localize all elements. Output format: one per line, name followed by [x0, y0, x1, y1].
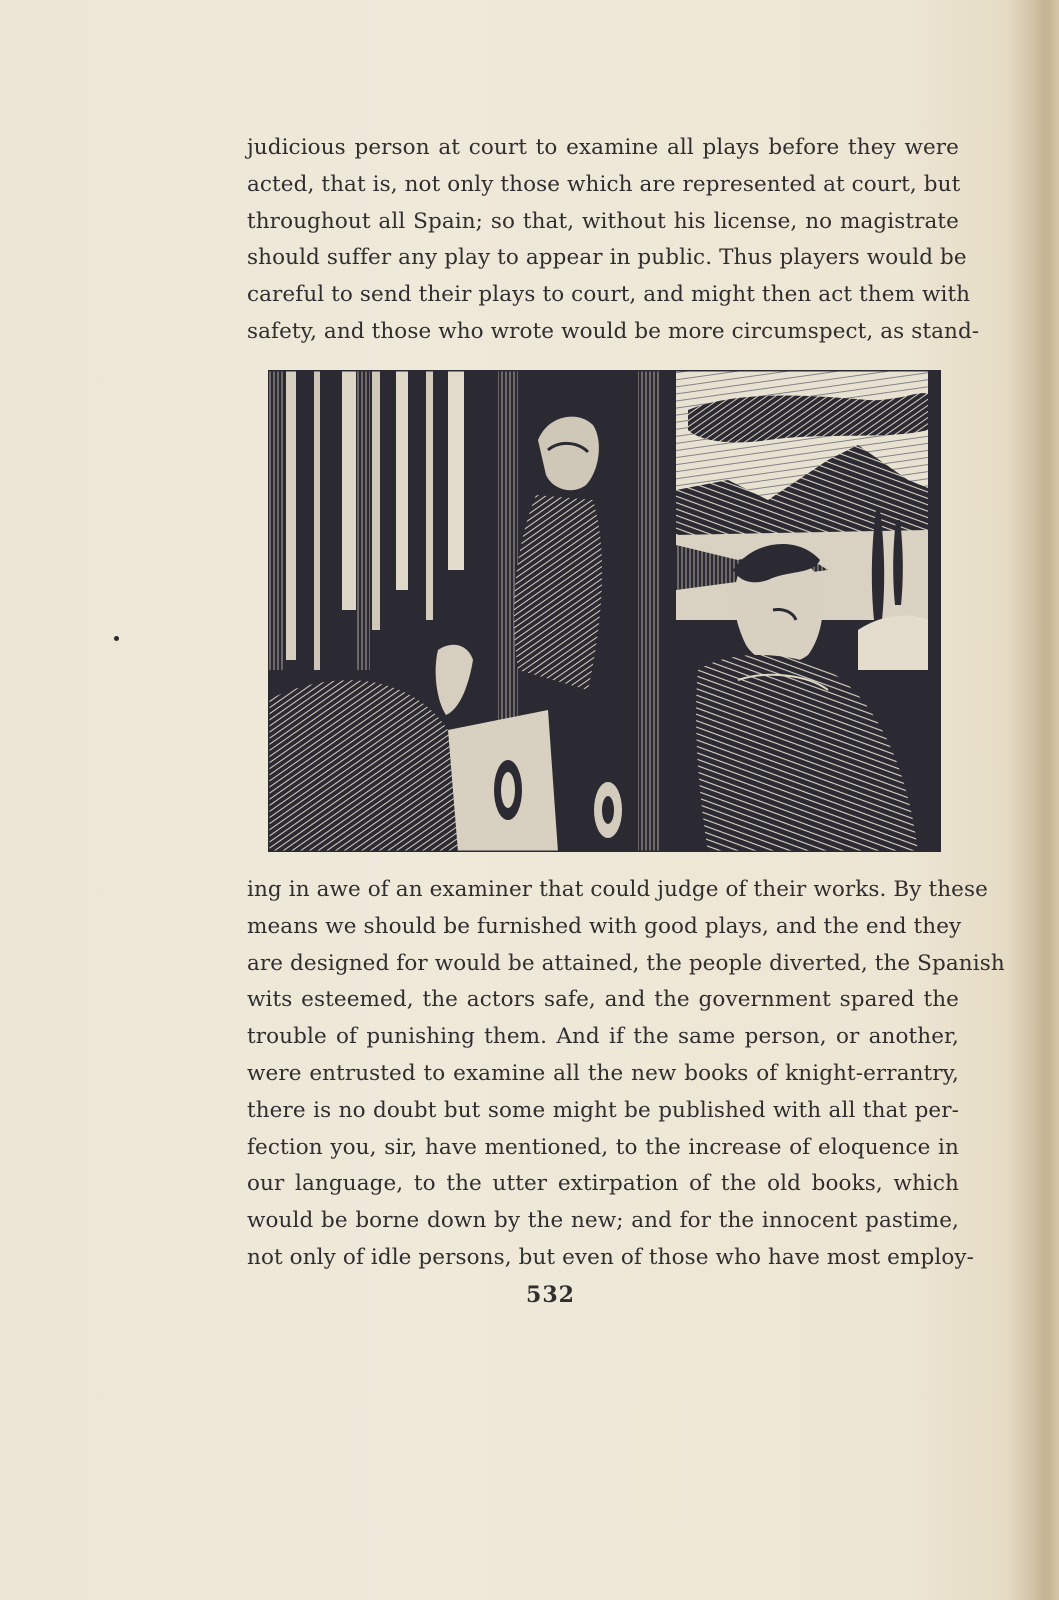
text-line: there is no doubt but some might be published with all that per- — [247, 1097, 959, 1123]
text-line: throughout all Spain; so that, without his license, no magistrate — [247, 208, 959, 234]
text-line: ing in awe of an examiner that could judge of their works. By these — [247, 877, 988, 902]
woodcut-illustration — [268, 370, 941, 852]
text-line: would be borne down by the new; and for the innocent pastime, — [247, 1208, 959, 1234]
text-line: careful to send their plays to court, and might then act them with — [247, 282, 971, 308]
text-line: should suffer any play to appear in public. Thus players would be — [247, 245, 967, 271]
text-line: our language, to the utter extirpation of the old books, which — [247, 1171, 959, 1197]
page-edge-shadow — [1037, 0, 1059, 1600]
page-number: 532 — [526, 1282, 575, 1308]
text-line: means we should be furnished with good plays, and the end they — [247, 913, 962, 939]
text-line: wits esteemed, the actors safe, and the government spared the — [247, 987, 959, 1013]
text-line: acted, that is, not only those which are represented at court, but — [247, 171, 961, 197]
ink-speck — [114, 636, 119, 641]
text-line: not only of idle persons, but even of those who have most employ- — [247, 1244, 974, 1270]
text-line: were entrusted to examine all the new books of knight-errantry, — [247, 1060, 959, 1086]
text-line: judicious person at court to examine all plays before they were — [247, 135, 959, 160]
text-block-bottom — [247, 872, 1005, 1277]
text-line: are designed for would be attained, the people diverted, the Spanish — [247, 950, 1005, 976]
text-line: safety, and those who wrote would be more circumspect, as stand- — [247, 318, 980, 344]
text-block-top — [247, 130, 980, 351]
text-line: fection you, sir, have mentioned, to the increase of eloquence in — [247, 1134, 959, 1160]
text-line: trouble of punishing them. And if the same person, or another, — [247, 1024, 959, 1050]
